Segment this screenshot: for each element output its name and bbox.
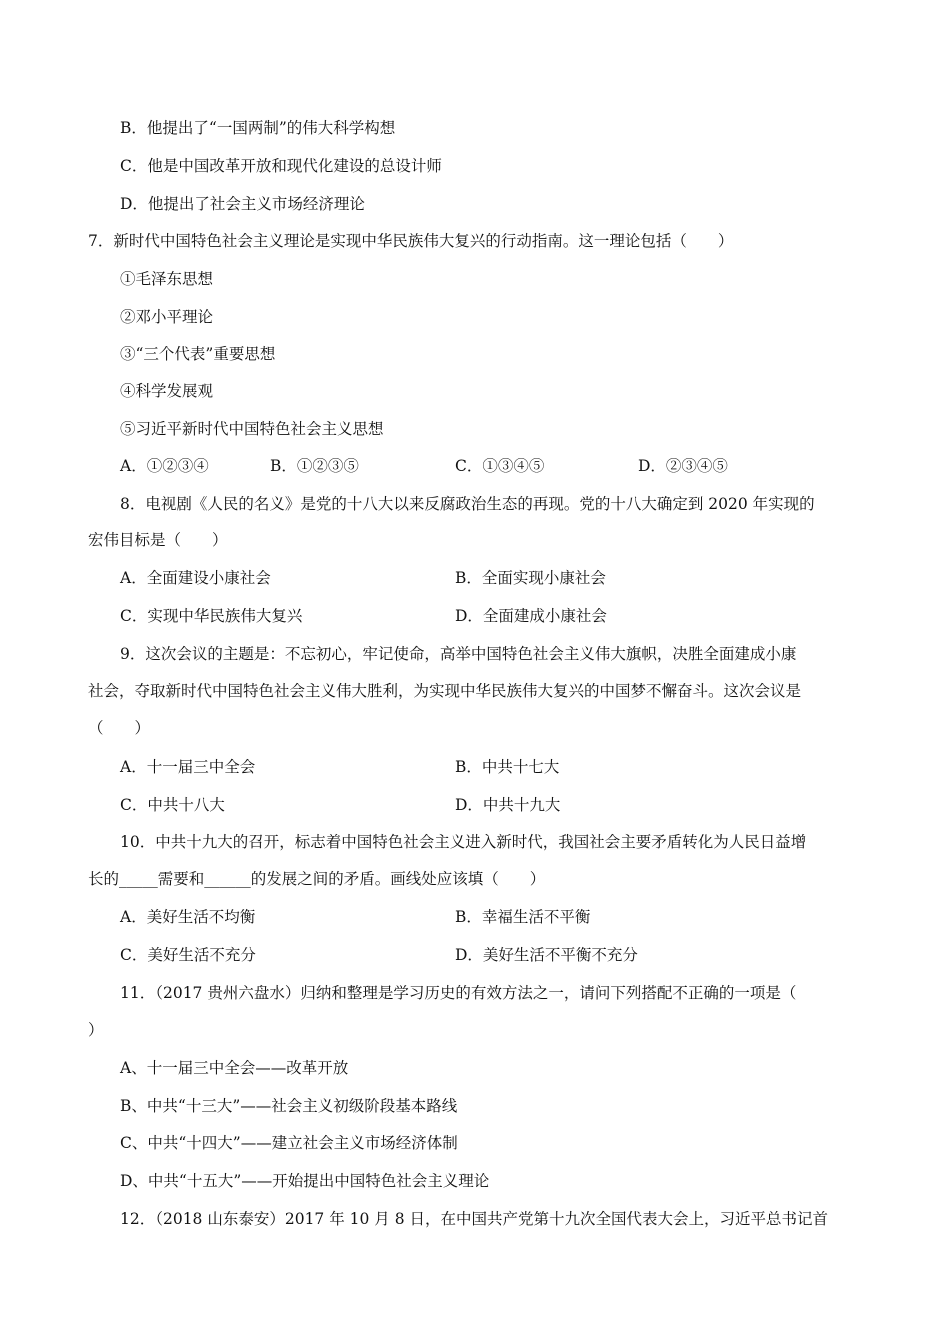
q6-option-c: C．他是中国改革开放和现代化建设的总设计师: [120, 157, 442, 175]
q8-stem-line2: 宏伟目标是（ ）: [88, 531, 228, 549]
q10-stem-line2: 长的_____需要和______的发展之间的矛盾。画线处应该填（ ）: [88, 870, 546, 888]
q9-option-d: D．中共十九大: [455, 796, 561, 814]
q7-item-1: ①毛泽东思想: [120, 270, 214, 288]
q6-option-b: B．他提出了“一国两制”的伟大科学构想: [120, 119, 396, 137]
q7-option-b: B．①②③⑤: [270, 457, 359, 475]
q11-option-a: A、十一届三中全会——改革开放: [120, 1059, 349, 1077]
q8-option-c: C．实现中华民族伟大复兴: [120, 607, 303, 625]
q7-option-c: C．①③④⑤: [455, 457, 545, 475]
q11-option-b: B、中共“十三大”——社会主义初级阶段基本路线: [120, 1097, 458, 1115]
q9-stem-line3: （ ）: [88, 719, 151, 737]
q6-option-d: D．他提出了社会主义市场经济理论: [120, 195, 365, 213]
q7-item-4: ④科学发展观: [120, 382, 214, 400]
q10-option-b: B．幸福生活不平衡: [455, 908, 591, 926]
q9-option-c: C．中共十八大: [120, 796, 225, 814]
q9-option-a: A．十一届三中全会: [120, 758, 256, 776]
q10-option-a: A．美好生活不均衡: [120, 908, 256, 926]
q7-item-3: ③“三个代表”重要思想: [120, 345, 276, 363]
q9-stem-line2: 社会，夺取新时代中国特色社会主义伟大胜利，为实现中华民族伟大复兴的中国梦不懈奋斗。这次会议是: [88, 682, 802, 700]
q9-stem-line1: 9．这次会议的主题是：不忘初心，牢记使命，高举中国特色社会主义伟大旗帜，决胜全面建成小康: [120, 645, 797, 663]
q11-option-c: C、中共“十四大”——建立社会主义市场经济体制: [120, 1134, 458, 1152]
q10-option-c: C．美好生活不充分: [120, 946, 256, 964]
q12-stem-line1: 12．（2018 山东泰安）2017 年 10 月 8 日，在中国共产党第十九次全国代表大会上，习近平总书记首: [120, 1210, 829, 1228]
q10-option-d: D．美好生活不平衡不充分: [455, 946, 638, 964]
q7-item-2: ②邓小平理论: [120, 308, 214, 326]
q8-option-d: D．全面建成小康社会: [455, 607, 607, 625]
q8-stem-line1: 8．电视剧《人民的名义》是党的十八大以来反腐政治生态的再现。党的十八大确定到 2020 年实现的: [120, 495, 815, 513]
q10-stem-line1: 10．中共十九大的召开，标志着中国特色社会主义进入新时代，我国社会主要矛盾转化为人民日益增: [120, 833, 807, 851]
q11-stem-line1: 11．（2017 贵州六盘水）归纳和整理是学习历史的有效方法之一，请问下列搭配不正确的一项是（: [120, 984, 797, 1002]
q7-option-a: A．①②③④: [120, 457, 209, 475]
q8-option-a: A．全面建设小康社会: [120, 569, 271, 587]
q11-stem-line2: ）: [88, 1021, 104, 1039]
q7-option-d: D．②③④⑤: [638, 457, 728, 475]
q11-option-d: D、中共“十五大”——开始提出中国特色社会主义理论: [120, 1172, 490, 1190]
q7-stem: 7．新时代中国特色社会主义理论是实现中华民族伟大复兴的行动指南。这一理论包括（ ）: [88, 232, 734, 250]
q8-option-b: B．全面实现小康社会: [455, 569, 606, 587]
q9-option-b: B．中共十七大: [455, 758, 560, 776]
q7-item-5: ⑤习近平新时代中国特色社会主义思想: [120, 420, 384, 438]
